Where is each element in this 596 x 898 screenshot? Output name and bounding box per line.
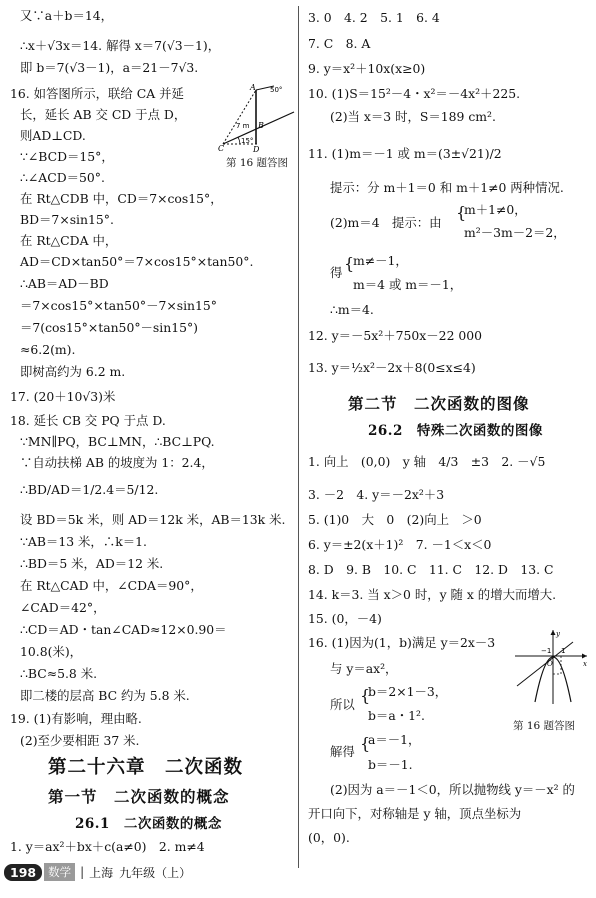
figure-caption: 第 16 题答图 [226, 157, 289, 169]
text-line: 在 Rt△CDA 中， [20, 233, 118, 248]
text-line: ≈6.2(m). [20, 342, 76, 357]
svg-text:1: 1 [561, 647, 566, 655]
text-line: 得 [330, 265, 343, 280]
text-line: 提示：分 m＋1＝0 和 m＋1≠0 两种情况. [330, 180, 564, 195]
text-line: 又∵a＋b＝14， [20, 8, 114, 23]
text-line: 19. (1)有影响，理由略. [10, 711, 142, 726]
text-line: 则AD⊥CD. [20, 128, 86, 143]
svg-text:x: x [583, 660, 587, 668]
subsection-title: 26.2 特殊二次函数的图像 [368, 423, 543, 439]
parabola-diagram [513, 628, 589, 706]
tree-slope-diagram [218, 82, 296, 152]
text-line: 5. (1)0 大 0 (2)向上 ＞0 [308, 512, 482, 527]
text-line: ∴BD/AD＝1/2.4＝5/12. [20, 482, 159, 497]
text-line: b＝2×1－3， [368, 684, 448, 699]
text-line: m＋1≠0， [464, 202, 527, 217]
label-50-degree: 50° [270, 86, 283, 94]
section-title: 第一节 二次函数的概念 [48, 787, 230, 806]
text-line: (2)至少要相距 37 米. [20, 733, 140, 748]
text-line: ∵MN∥PQ，BC⊥MN，∴BC⊥PQ. [20, 434, 215, 449]
text-line: 18. 延长 CB 交 PQ 于点 D. [10, 413, 166, 428]
text-line: ∴CD＝AD・tan∠CAD≈12×0.90＝ [20, 622, 227, 637]
text-line: 与 y＝ax²， [330, 661, 398, 676]
text-line: (2)因为 a＝－1＜0，所以抛物线 y＝－x² 的 [330, 782, 575, 797]
text-line: 17. (20＋10√3)米 [10, 389, 116, 404]
text-line: 15. (0，－4) [308, 611, 382, 626]
svg-text:O: O [547, 660, 553, 668]
text-line: 10.8(米)， [20, 644, 83, 659]
text-line: 8. D 9. B 10. C 11. C 12. D 13. C [308, 562, 554, 577]
brace: { [360, 686, 371, 705]
text-line: ∴x＋√3x＝14. 解得 x＝7(√3－1)， [20, 38, 221, 53]
text-line: 16. (1)因为(1，b)满足 y＝2x－3 [308, 635, 496, 650]
text-line: (0，0). [308, 830, 350, 845]
text-line: m≠－1， [353, 253, 408, 268]
text-line: ∵自动扶梯 AB 的坡度为 1：2.4， [20, 455, 214, 470]
text-line: 即 b＝7(√3－1)，a＝21－7√3. [20, 60, 199, 75]
brace: { [344, 254, 355, 273]
text-line: 10. (1)S＝15²－4・x²＝－4x²＋225. [308, 86, 521, 101]
text-line: ∴∠ACD＝50°. [20, 170, 105, 185]
label-15-degree: 15° [241, 137, 254, 145]
subject-badge: 数学 [44, 863, 75, 881]
text-line: m²－3m－2＝2， [464, 225, 566, 240]
text-line: ∴m＝4. [330, 302, 374, 317]
page-number: 198 [4, 864, 42, 881]
chapter-title: 第二十六章 二次函数 [48, 757, 244, 778]
text-line: 14. k＝3. 当 x＞0 时，y 随 x 的增大而增大. [308, 587, 557, 602]
label-b: B [258, 121, 264, 130]
figure-caption: 第 16 题答图 [513, 720, 576, 732]
text-line: 1. y＝ax²＋bx＋c(a≠0) 2. m≠4 [10, 839, 205, 854]
text-line: 所以 [330, 697, 355, 712]
text-line: m＝4 或 m＝－1， [353, 277, 463, 292]
text-line: ＝7×cos15°×tan50°－7×sin15° [20, 298, 217, 313]
text-line: 在 Rt△CDB 中，CD＝7×cos15°， [20, 191, 223, 206]
text-line: 9. y＝x²＋10x(x≥0) [308, 61, 426, 76]
grade-label: 九年级（上） [119, 865, 192, 880]
text-line: 7. C 8. A [308, 36, 371, 51]
svg-text:−1: −1 [541, 647, 552, 655]
label-c: C [218, 144, 225, 152]
page-footer [4, 861, 191, 883]
text-line: 开口向下，对称轴是 y 轴，顶点坐标为 [308, 806, 522, 821]
label-d: D [253, 145, 260, 152]
text-line: 设 BD＝5k 米，则 AD＝12k 米，AB＝13k 米. [20, 512, 286, 527]
text-line: a＝－1， [368, 732, 421, 747]
text-line: b＝a・1². [368, 708, 425, 723]
svg-text:y: y [556, 630, 560, 638]
label-a: A [250, 83, 256, 92]
text-line: 13. y＝½x²－2x＋8(0≤x≤4) [308, 360, 476, 375]
brace: { [360, 734, 371, 753]
region-label: 上海 [89, 865, 114, 880]
brace: { [456, 203, 467, 222]
text-line: (2)m＝4 提示：由 [330, 215, 442, 230]
text-line: 16. 如答图所示，联给 CA 并延 [10, 86, 184, 101]
text-line: 11. (1)m＝－1 或 m＝(3±√21)/2 [308, 146, 502, 161]
text-line: 3. －2 4. y＝－2x²＋3 [308, 487, 445, 502]
text-line: ∵∠BCD＝15°， [20, 149, 114, 164]
column-divider [298, 6, 299, 868]
text-line: 长，延长 AB 交 CD 于点 D， [20, 107, 187, 122]
text-line: 6. y＝±2(x＋1)² 7. －1＜x＜0 [308, 537, 492, 552]
text-line: 在 Rt△CAD 中，∠CDA＝90°， [20, 578, 203, 593]
text-line: ∴BD＝5 米，AD＝12 米. [20, 556, 164, 571]
text-line: 即二楼的层高 BC 约为 5.8 米. [20, 688, 190, 703]
text-line: 12. y＝－5x²＋750x－22 000 [308, 328, 483, 343]
subsection-title: 26.1 二次函数的概念 [75, 816, 222, 832]
text-line: b＝－1. [368, 757, 413, 772]
text-line: BD＝7×sin15°. [20, 212, 114, 227]
section-title: 第二节 二次函数的图像 [348, 394, 530, 413]
text-line: 1. 向上 (0,0) y 轴 4/3 ±3 2. －√5 [308, 454, 546, 469]
text-line: ∴BC≈5.8 米. [20, 666, 98, 681]
text-line: ∴AB＝AD－BD [20, 276, 109, 291]
text-line: ∠CAD＝42°， [20, 600, 106, 615]
text-line: 3. 0 4. 2 5. 1 6. 4 [308, 10, 440, 25]
text-line: ∵AB＝13 米，∴k＝1. [20, 534, 147, 549]
label-length: 7 m [236, 122, 250, 130]
text-line: 解得 [330, 744, 355, 759]
footer-separator: | [80, 865, 85, 879]
text-line: (2)当 x＝3 时，S＝189 cm². [330, 109, 496, 124]
text-line: ＝7(cos15°×tan50°－sin15°) [20, 320, 199, 335]
text-line: 即树高约为 6.2 m. [20, 364, 126, 379]
text-line: AD＝CD×tan50°＝7×cos15°×tan50°. [20, 254, 254, 269]
